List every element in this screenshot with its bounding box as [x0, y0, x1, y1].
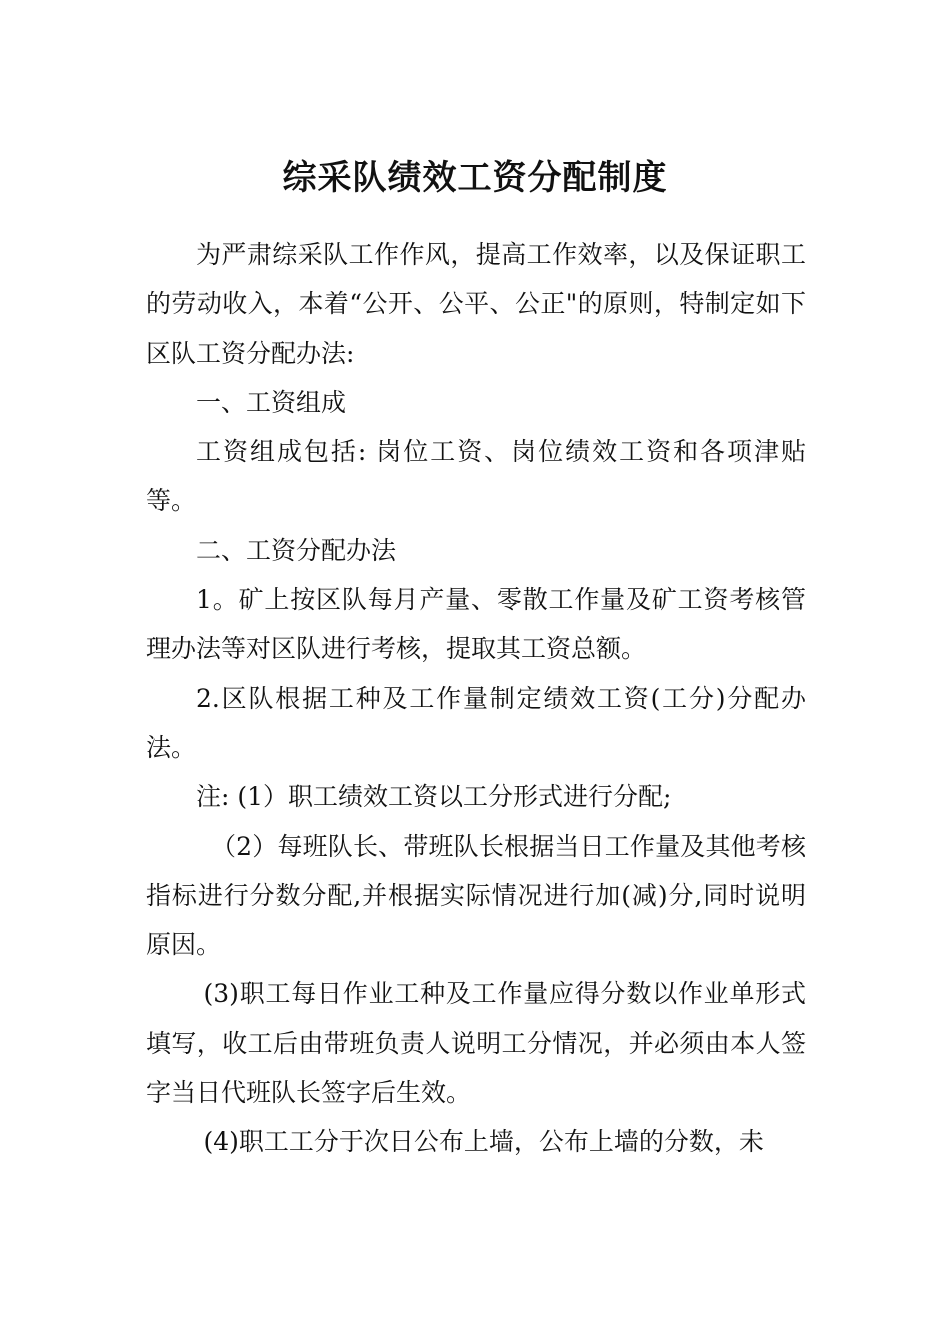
section-heading-2: 二、工资分配办法: [196, 535, 397, 565]
wage-composition-paragraph: 工资组成包括: 岗位工资、岗位绩效工资和各项津贴等。: [146, 437, 806, 516]
section-heading-1: 一、工资组成: [196, 387, 347, 417]
intro-paragraph: 为严肃综采队工作作风，提高工作效率，以及保证职工的劳动收入，本着“公开、公平、公正"的原则，特制定如下区队工资分配办法:: [146, 240, 806, 368]
note-item-4: (4)职工工分于次日公布上墙，公布上墙的分数，未: [203, 1127, 764, 1157]
note-item-3: (3)职工每日作业工种及工作量应得分数以作业单形式填写，收工后由带班负责人说明工分情况，并必须由本人签字当日代班队长签字后生效。: [146, 979, 806, 1108]
document-body: [146, 230, 806, 1167]
rule-item-2: 2.区队根据工种及工作量制定绩效工资(工分)分配办法。: [146, 683, 806, 762]
note-item-1: 注: (1）职工绩效工资以工分形式进行分配;: [196, 782, 672, 812]
rule-item-1: 1。矿上按区队每月产量、零散工作量及矿工资考核管理办法等对区队进行考核，提取其工资总额。: [146, 585, 806, 664]
note-item-2: （2）每班队长、带班队长根据当日工作量及其他考核指标进行分数分配,并根据实际情况进行加(减)分,同时说明原因。: [146, 831, 806, 960]
document-title: 综采队绩效工资分配制度: [282, 158, 668, 198]
